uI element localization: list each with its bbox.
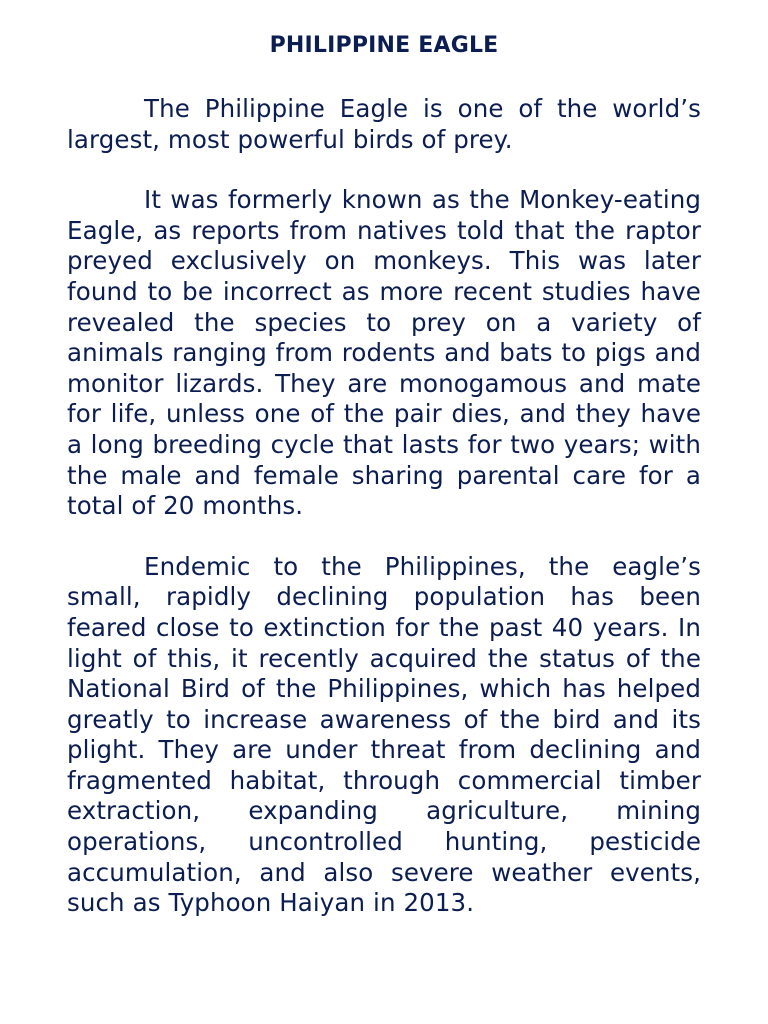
- paragraph-conservation: Endemic to the Philippines, the eagle’s small, rapidly declining population has been feared close to extinction for the past 40 years. In light of this, it recently acquired the status of the National Bird of the Philippines, which has helped greatly to increase awareness of the bird and its plight. They are under threat from declining and fragmented habitat, through commercial timber extraction, expanding agriculture, mining operations, uncontrolled hunting, pesticide accumulation, and also severe weather events, such as Typhoon Haiyan in 2013.: [67, 551, 701, 918]
- paragraph-history: It was formerly known as the Monkey-eating Eagle, as reports from natives told that the raptor preyed exclusively on monkeys. This was later found to be incorrect as more recent studies have revealed the species to prey on a variety of animals ranging from rodents and bats to pigs and monitor lizards. They are monogamous and mate for life, unless one of the pair dies, and they have a long breeding cycle that lasts for two years; with the male and female sharing parental care for a total of 20 months.: [67, 185, 701, 521]
- paragraph-intro: The Philippine Eagle is one of the world’s largest, most powerful birds of prey.: [67, 94, 701, 154]
- document-title: PHILIPPINE EAGLE: [269, 33, 499, 58]
- document-page: [67, 0, 701, 919]
